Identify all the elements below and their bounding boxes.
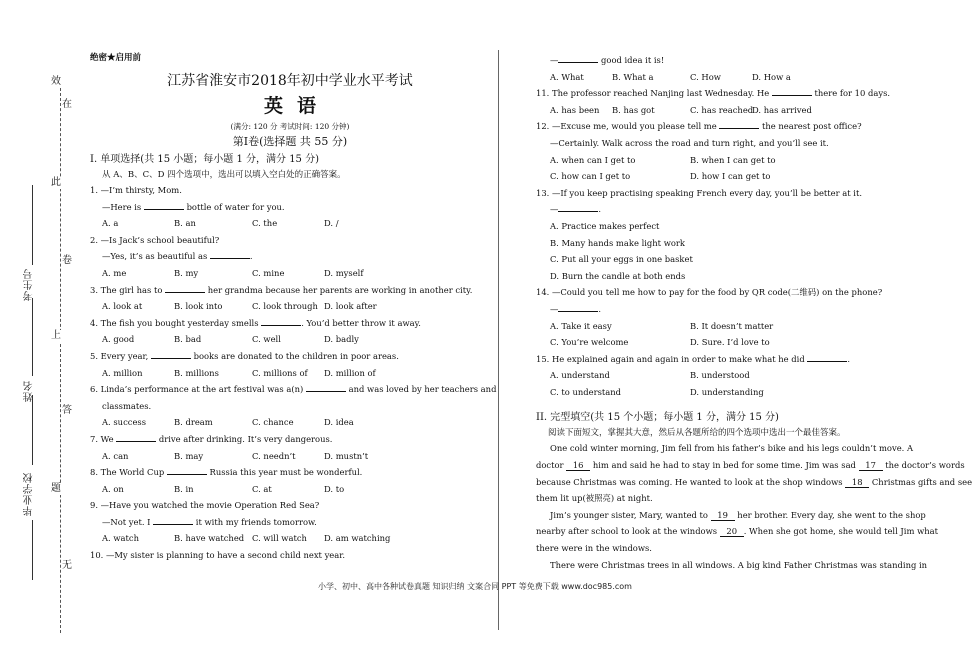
question-text: 6. Linda’s performance at the art festival was a(n) and was loved by her teachers and bbox=[90, 384, 497, 395]
margin-char: 上 bbox=[51, 330, 61, 341]
option: C. chance bbox=[252, 417, 294, 428]
cloze-blank: 16 bbox=[566, 460, 590, 471]
margin-char: 题 bbox=[51, 483, 61, 494]
question-text: 15. He explained again and again in order to make what he did . bbox=[536, 353, 851, 364]
cloze-blank: 20 bbox=[720, 526, 744, 537]
option: C. mine bbox=[252, 267, 285, 278]
cloze-blank: 17 bbox=[859, 460, 883, 471]
side-field-label: 姓名 bbox=[24, 380, 35, 402]
option: B. in bbox=[174, 483, 194, 494]
answer-blank bbox=[116, 432, 156, 442]
section2-title: II. 完型填空(共 15 个小题；每小题 1 分，满分 15 分) bbox=[536, 412, 779, 424]
option: D. has arrived bbox=[752, 104, 812, 115]
option: A. me bbox=[102, 267, 127, 278]
question-text: —Certainly. Walk across the road and turn right, and you’ll see it. bbox=[550, 137, 829, 148]
fill-in-line bbox=[32, 395, 33, 465]
answer-blank bbox=[151, 349, 191, 359]
option: D. / bbox=[324, 218, 339, 229]
margin-char: 在 bbox=[62, 99, 72, 110]
option: A. Take it easy bbox=[550, 320, 612, 331]
part-heading: 第Ⅰ卷(选择题 共 55 分) bbox=[232, 135, 348, 148]
question-text: 4. The fish you bought yesterday smells . You’d better throw it away. bbox=[90, 317, 421, 328]
exam-title: 江苏省淮安市2018年初中学业水平考试 bbox=[167, 73, 413, 89]
cloze-blank: 19 bbox=[711, 510, 735, 521]
option: A. when can I get to bbox=[550, 154, 636, 165]
option: D. mustn’t bbox=[324, 450, 369, 461]
question-text: classmates. bbox=[102, 400, 152, 411]
question-text: —Yes, it’s as beautiful as . bbox=[102, 251, 253, 262]
option: C. You’re welcome bbox=[550, 337, 629, 348]
footer-note: 小学、初中、高中各种试卷真题 知识归纳 文案合同 PPT 等免费下载 www.doc985.com bbox=[318, 582, 632, 591]
option: C. millions of bbox=[252, 367, 308, 378]
questions-left bbox=[90, 182, 497, 564]
option: D. Sure. I’d love to bbox=[690, 337, 770, 348]
option: D. badly bbox=[324, 334, 359, 345]
option: B. Many hands make light work bbox=[550, 237, 685, 248]
question-text: 2. —Is Jack’s school beautiful? bbox=[90, 234, 220, 245]
question bbox=[90, 282, 490, 315]
section1-title: Ⅰ. 单项选择(共 15 小题；每小题 1 分，满分 15 分) bbox=[90, 154, 319, 165]
secret-label: 绝密★启用前 bbox=[90, 53, 142, 63]
option: C. well bbox=[252, 334, 281, 345]
exam-meta: (满分: 120 分 考试时间: 120 分钟) bbox=[230, 122, 350, 131]
question-text: 14. —Could you tell me how to pay for the food by QR code(二维码) on the phone? bbox=[536, 287, 883, 298]
answer-blank bbox=[144, 200, 184, 210]
question-text: 7. We drive after drinking. It’s very dangerous. bbox=[90, 433, 333, 444]
question bbox=[90, 431, 490, 464]
option: D. idea bbox=[324, 417, 354, 428]
question-text: — good idea it is! bbox=[550, 55, 665, 65]
option: B. my bbox=[174, 267, 199, 278]
option: B. What a bbox=[612, 71, 654, 82]
question-text: 1. —I’m thirsty, Mom. bbox=[90, 185, 182, 195]
option: C. look through bbox=[252, 301, 318, 312]
question bbox=[90, 497, 490, 547]
option: D. am watching bbox=[324, 533, 391, 544]
option: C. will watch bbox=[252, 533, 307, 544]
option: C. to understand bbox=[550, 386, 622, 397]
option: D. million of bbox=[324, 367, 376, 378]
option: A. on bbox=[102, 483, 124, 494]
margin-char: 此 bbox=[51, 177, 61, 188]
option: B. look into bbox=[174, 301, 223, 312]
question-text: — . bbox=[550, 303, 602, 314]
option: C. Put all your eggs in one basket bbox=[550, 254, 693, 265]
option: A. million bbox=[102, 367, 143, 378]
cloze-paragraph: There were Christmas trees in all windows. A big kind Father Christmas was standing in bbox=[550, 559, 928, 570]
question bbox=[90, 547, 490, 564]
fill-in-line bbox=[32, 298, 33, 376]
cloze-paragraph: Jim’s younger sister, Mary, wanted to 19 her brother. Every day, she went to the shop nearby after school to look at the windows 20 . When she got home, she would tell Jim what there were in the windows. bbox=[536, 509, 938, 554]
answer-blank bbox=[261, 316, 301, 326]
option: A. has been bbox=[550, 104, 600, 115]
side-field-label: 毕业学校 bbox=[24, 472, 35, 516]
cloze-blank: 18 bbox=[845, 477, 869, 488]
answer-blank bbox=[306, 382, 346, 392]
question-text: —Not yet. I it with my friends tomorrow. bbox=[102, 516, 317, 527]
question-text: 11. The professor reached Nanjing last Wednesday. He there for 10 days. bbox=[536, 88, 891, 99]
answer-blank bbox=[719, 119, 759, 129]
answer-blank bbox=[807, 352, 847, 362]
option: B. may bbox=[174, 450, 204, 461]
question-text: — . bbox=[550, 204, 602, 215]
question-text: 9. —Have you watched the movie Operation Red Sea? bbox=[90, 500, 320, 511]
option: B. millions bbox=[174, 367, 219, 378]
question bbox=[536, 185, 906, 285]
column-divider bbox=[498, 50, 499, 630]
option: C. at bbox=[252, 483, 272, 494]
question-text: 13. —If you keep practising speaking French every day, you’ll be better at it. bbox=[536, 187, 863, 198]
option: A. can bbox=[102, 450, 129, 461]
answer-blank bbox=[772, 86, 812, 96]
option: D. how I can get to bbox=[690, 171, 771, 182]
option: A. good bbox=[102, 334, 135, 345]
question bbox=[536, 284, 906, 350]
option: B. It doesn’t matter bbox=[690, 320, 774, 331]
question bbox=[536, 85, 906, 118]
right-column bbox=[536, 52, 972, 573]
option: C. how can I get to bbox=[550, 171, 631, 182]
option: C. the bbox=[252, 218, 278, 229]
margin-char: 效 bbox=[51, 76, 61, 87]
fill-in-line bbox=[32, 520, 33, 580]
question-text: 5. Every year, books are donated to the children in poor areas. bbox=[90, 350, 399, 361]
option: B. understood bbox=[690, 370, 750, 381]
question bbox=[90, 381, 497, 431]
question-text: 12. —Excuse me, would you please tell me the nearest post office? bbox=[536, 121, 862, 132]
option: D. look after bbox=[324, 301, 377, 312]
question-text: 8. The World Cup Russia this year must be wonderful. bbox=[90, 467, 363, 478]
option: D. How a bbox=[752, 71, 791, 82]
question-text: 3. The girl has to her grandma because her parents are working in another city. bbox=[90, 284, 473, 295]
option: C. has reached bbox=[690, 104, 754, 115]
option: D. Burn the candle at both ends bbox=[550, 270, 686, 281]
question bbox=[90, 232, 490, 282]
option: C. How bbox=[690, 71, 721, 82]
question bbox=[90, 182, 490, 232]
question-text: —Here is bottle of water for you. bbox=[102, 201, 285, 212]
option: D. myself bbox=[324, 267, 364, 278]
question bbox=[536, 118, 906, 184]
subject-title: 英语 bbox=[263, 95, 330, 117]
option: B. have watched bbox=[174, 533, 245, 544]
cloze-passage bbox=[536, 440, 972, 573]
option: D. to bbox=[324, 483, 345, 494]
section2-instruction: 阅读下面短文，掌握其大意，然后从各题所给的四个选项中选出一个最佳答案。 bbox=[548, 428, 846, 439]
question-text: 10. —My sister is planning to have a second child next year. bbox=[90, 550, 345, 561]
question bbox=[90, 464, 490, 497]
answer-blank bbox=[165, 283, 205, 293]
option: D. understanding bbox=[690, 386, 764, 397]
answer-blank bbox=[210, 249, 250, 259]
section1-instruction: 从 A、B、C、D 四个选项中，选出可以填入空白处的正确答案。 bbox=[102, 170, 346, 180]
option: A. success bbox=[102, 417, 146, 428]
option: B. bad bbox=[174, 334, 202, 345]
question bbox=[90, 315, 490, 348]
left-column bbox=[90, 52, 497, 564]
margin-char: 答 bbox=[62, 405, 72, 416]
margin-char: 无 bbox=[62, 560, 72, 571]
option: A. a bbox=[102, 218, 119, 229]
option: A. look at bbox=[102, 301, 143, 312]
side-field-label: 考生号 bbox=[24, 268, 35, 301]
option: A. watch bbox=[102, 533, 139, 544]
answer-blank bbox=[558, 302, 598, 312]
question bbox=[536, 351, 906, 401]
binding-dashed-line bbox=[60, 88, 61, 633]
option: B. an bbox=[174, 218, 196, 229]
fill-in-line bbox=[32, 185, 33, 265]
question bbox=[90, 348, 490, 381]
option: A. What bbox=[550, 71, 584, 82]
option: B. dream bbox=[174, 417, 213, 428]
option: A. understand bbox=[550, 370, 610, 381]
answer-blank bbox=[167, 465, 207, 475]
questions-right bbox=[536, 52, 906, 400]
question bbox=[536, 52, 906, 85]
option: C. needn’t bbox=[252, 450, 296, 461]
option: A. Practice makes perfect bbox=[550, 220, 660, 231]
option: B. has got bbox=[612, 104, 655, 115]
answer-blank bbox=[153, 515, 193, 525]
cloze-paragraph: One cold winter morning, Jim fell from his father’s bike and his legs couldn’t move. A doctor 16 him and said he had to stay in bed for some time. Jim was sad 17 the doctor’s words because Christmas was coming. He wanted to look at the shop windows 18 Christmas gifts and see them lit up(被照亮) at night. bbox=[536, 443, 972, 504]
option: B. when I can get to bbox=[690, 154, 776, 165]
answer-blank bbox=[558, 202, 598, 212]
answer-blank bbox=[558, 53, 598, 63]
margin-char: 卷 bbox=[62, 255, 72, 266]
